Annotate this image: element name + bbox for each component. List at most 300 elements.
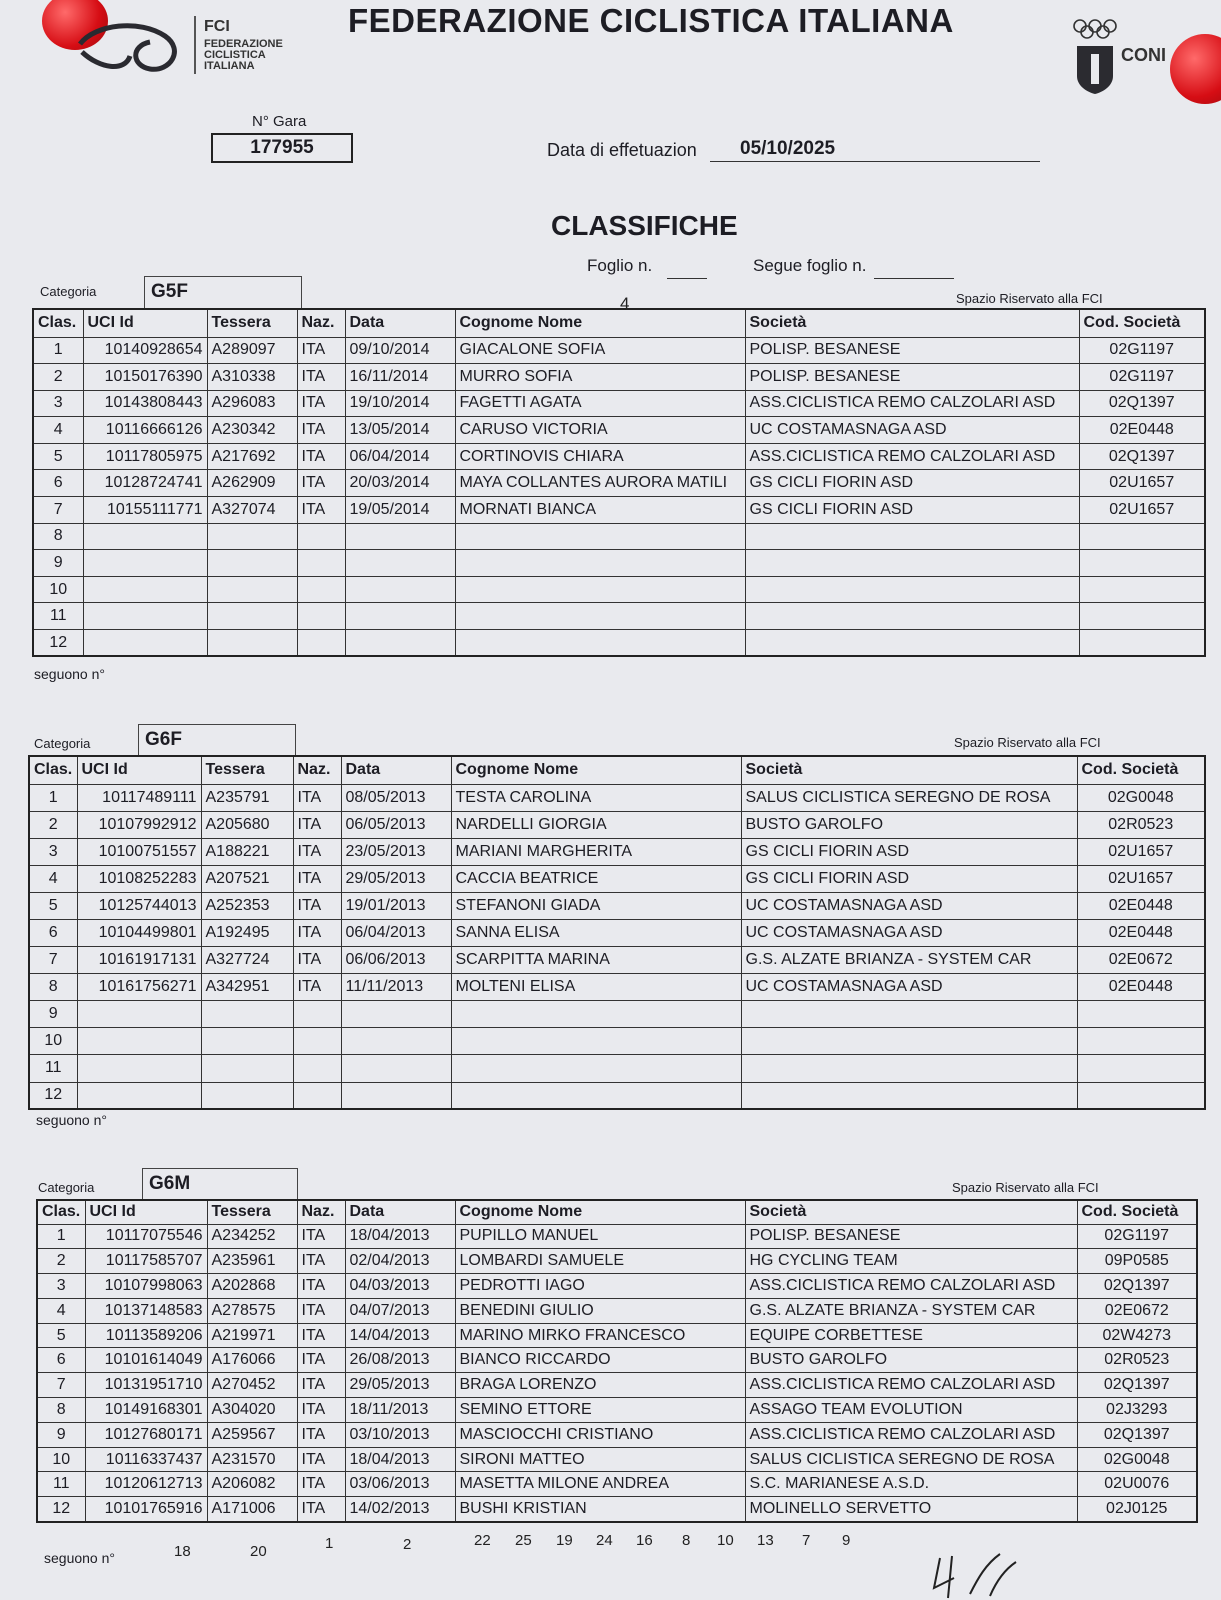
column-header: Tessera (207, 309, 297, 337)
cell-cod (1079, 603, 1205, 630)
column-header: UCI Id (85, 1200, 207, 1224)
cell-tessera: A235961 (207, 1249, 297, 1274)
cell-nome: STEFANONI GIADA (451, 892, 741, 919)
segue-label: Segue foglio n. (753, 256, 867, 275)
cell-nome: CACCIA BEATRICE (451, 865, 741, 892)
cell-uci (77, 1028, 201, 1055)
cell-societa: GS CICLI FIORIN ASD (741, 865, 1077, 892)
cell-tessera: A342951 (201, 974, 293, 1001)
cell-cod: 02U0076 (1077, 1472, 1197, 1497)
cell-data (341, 1001, 451, 1028)
gara-label: N° Gara (252, 113, 307, 130)
table-row (37, 1447, 1197, 1472)
cell-cod (1077, 1028, 1205, 1055)
column-header: Società (745, 1200, 1077, 1224)
cell-societa: UC COSTAMASNAGA ASD (741, 974, 1077, 1001)
cell-tessera: A176066 (207, 1348, 297, 1373)
cell-tessera (207, 550, 297, 577)
cell-naz (297, 550, 345, 577)
footer-num: 13 (757, 1532, 774, 1549)
cell-nome: SCARPITTA MARINA (451, 947, 741, 974)
column-header: Cognome Nome (451, 756, 741, 784)
cell-uci: 10131951710 (85, 1373, 207, 1398)
column-header: Cod. Società (1079, 309, 1205, 337)
table-row (33, 576, 1205, 603)
footer-num: 2 (403, 1536, 412, 1553)
cell-cod: 02E0672 (1077, 1298, 1197, 1323)
cell-nome: CORTINOVIS CHIARA (455, 443, 745, 470)
cell-clas: 6 (33, 470, 83, 497)
cell-clas: 1 (29, 784, 77, 811)
cell-tessera: A252353 (201, 892, 293, 919)
foglio-label: Foglio n. (587, 256, 653, 275)
cell-naz: ITA (293, 919, 341, 946)
cell-tessera: A296083 (207, 390, 297, 417)
cell-nome (455, 523, 745, 550)
cell-data: 06/05/2013 (341, 811, 451, 838)
cell-societa: G.S. ALZATE BRIANZA - SYSTEM CAR (745, 1298, 1077, 1323)
cell-cod: 02Q1397 (1077, 1422, 1197, 1447)
cell-data: 04/03/2013 (345, 1274, 455, 1299)
cell-uci (83, 630, 207, 657)
cell-tessera: A205680 (201, 811, 293, 838)
table-row (29, 947, 1205, 974)
cell-clas: 7 (29, 947, 77, 974)
cell-naz (297, 576, 345, 603)
cell-tessera: A262909 (207, 470, 297, 497)
cell-naz: ITA (297, 1422, 345, 1447)
cell-data: 04/07/2013 (345, 1298, 455, 1323)
cell-uci: 10125744013 (77, 892, 201, 919)
cell-cod: 02J3293 (1077, 1398, 1197, 1423)
cell-cod: 02U1657 (1079, 470, 1205, 497)
cell-clas: 3 (37, 1274, 85, 1299)
column-header: Naz. (293, 756, 341, 784)
table-row (37, 1348, 1197, 1373)
cell-tessera: A327724 (201, 947, 293, 974)
table-row (37, 1224, 1197, 1249)
cell-clas: 12 (33, 630, 83, 657)
cell-clas: 12 (37, 1497, 85, 1522)
cell-clas: 2 (33, 364, 83, 391)
table-row (33, 337, 1205, 364)
column-header: Data (345, 1200, 455, 1224)
cell-nome: MORNATI BIANCA (455, 497, 745, 524)
cell-cod: 02U1657 (1079, 497, 1205, 524)
cell-cod: 02U1657 (1077, 838, 1205, 865)
cell-cod: 02E0672 (1077, 947, 1205, 974)
footer-num: 1 (325, 1535, 334, 1552)
cell-clas: 11 (37, 1472, 85, 1497)
cell-nome: BUSHI KRISTIAN (455, 1497, 745, 1522)
cell-naz: ITA (293, 811, 341, 838)
cell-clas: 9 (29, 1001, 77, 1028)
cell-naz (293, 1055, 341, 1082)
column-header: Naz. (297, 1200, 345, 1224)
footer-num: 10 (717, 1532, 734, 1549)
cell-cod: 02R0523 (1077, 811, 1205, 838)
cell-clas: 12 (29, 1082, 77, 1109)
column-header: Cognome Nome (455, 1200, 745, 1224)
cell-data: 11/11/2013 (341, 974, 451, 1001)
cell-clas: 1 (33, 337, 83, 364)
document-title: FEDERAZIONE CICLISTICA ITALIANA (348, 2, 954, 39)
cell-clas: 3 (29, 838, 77, 865)
cell-uci: 10117585707 (85, 1249, 207, 1274)
cell-societa: POLISP. BESANESE (745, 1224, 1077, 1249)
cell-cod: 02E0448 (1079, 417, 1205, 444)
cell-clas: 6 (37, 1348, 85, 1373)
cell-cod (1079, 576, 1205, 603)
cell-clas: 9 (37, 1422, 85, 1447)
table-row (37, 1323, 1197, 1348)
cell-tessera: A217692 (207, 443, 297, 470)
cell-clas: 8 (37, 1398, 85, 1423)
cell-tessera: A235791 (201, 784, 293, 811)
cell-societa (741, 1028, 1077, 1055)
cell-data: 19/05/2014 (345, 497, 455, 524)
table-row (37, 1373, 1197, 1398)
cell-societa (745, 523, 1079, 550)
foglio-blank (667, 258, 707, 279)
cell-data (341, 1055, 451, 1082)
cell-societa: EQUIPE CORBETTESE (745, 1323, 1077, 1348)
column-header: Data (345, 309, 455, 337)
cell-tessera: A207521 (201, 865, 293, 892)
cell-nome (455, 550, 745, 577)
cell-nome: MOLTENI ELISA (451, 974, 741, 1001)
cell-clas: 11 (29, 1055, 77, 1082)
cell-nome: PEDROTTI IAGO (455, 1274, 745, 1299)
cell-nome: SIRONI MATTEO (455, 1447, 745, 1472)
cell-societa: UC COSTAMASNAGA ASD (741, 919, 1077, 946)
cell-societa: POLISP. BESANESE (745, 364, 1079, 391)
cell-naz: ITA (297, 1497, 345, 1522)
results-table-g6f (28, 755, 1206, 1110)
cell-clas: 5 (33, 443, 83, 470)
cell-societa (741, 1082, 1077, 1109)
cell-societa: ASSAGO TEAM EVOLUTION (745, 1398, 1077, 1423)
column-header: Clas. (37, 1200, 85, 1224)
cell-data: 02/04/2013 (345, 1249, 455, 1274)
table-row (37, 1472, 1197, 1497)
cell-societa: GS CICLI FIORIN ASD (745, 470, 1079, 497)
column-header: UCI Id (77, 756, 201, 784)
table-row (29, 1028, 1205, 1055)
coni-label: CONI (1121, 45, 1166, 65)
cell-cod: 02E0448 (1077, 919, 1205, 946)
table-row (33, 603, 1205, 630)
cell-tessera: A188221 (201, 838, 293, 865)
olympic-rings-icon (1072, 18, 1118, 40)
categoria-label-3: Categoria (38, 1180, 95, 1195)
footer-num: 24 (596, 1532, 613, 1549)
cell-nome (451, 1082, 741, 1109)
table-row (33, 523, 1205, 550)
column-header: Data (341, 756, 451, 784)
table-row (33, 550, 1205, 577)
cell-data (345, 550, 455, 577)
column-header: UCI Id (83, 309, 207, 337)
cell-societa: POLISP. BESANESE (745, 337, 1079, 364)
cell-clas: 10 (33, 576, 83, 603)
cell-clas: 7 (37, 1373, 85, 1398)
cell-clas: 1 (37, 1224, 85, 1249)
categoria-label-1: Categoria (40, 284, 97, 299)
cell-data: 18/11/2013 (345, 1398, 455, 1423)
categoria-value-1: G5F (144, 276, 302, 308)
cell-cod: 02G0048 (1077, 1447, 1197, 1472)
cell-cod (1079, 523, 1205, 550)
seguono-label-2: seguono n° (36, 1112, 107, 1128)
cell-cod: 02E0448 (1077, 974, 1205, 1001)
cell-uci: 10150176390 (83, 364, 207, 391)
cell-societa: SALUS CICLISTICA SEREGNO DE ROSA (741, 784, 1077, 811)
cell-uci: 10101614049 (85, 1348, 207, 1373)
date-label: Data di effetuazion (547, 140, 697, 160)
reserved-label-3: Spazio Riservato alla FCI (952, 1180, 1099, 1195)
cell-nome (451, 1055, 741, 1082)
cell-uci (77, 1055, 201, 1082)
cell-data: 03/06/2013 (345, 1472, 455, 1497)
footer-num: 7 (802, 1532, 811, 1549)
table-row (29, 892, 1205, 919)
cell-data: 20/03/2014 (345, 470, 455, 497)
cell-naz: ITA (297, 1373, 345, 1398)
column-header: Società (741, 756, 1077, 784)
signature-icon (930, 1548, 1070, 1600)
cell-clas: 7 (33, 497, 83, 524)
table-row (29, 784, 1205, 811)
cell-uci: 10101765916 (85, 1497, 207, 1522)
cell-cod: 02G1197 (1077, 1224, 1197, 1249)
cell-cod (1077, 1001, 1205, 1028)
cell-clas: 4 (29, 865, 77, 892)
cell-cod: 02J0125 (1077, 1497, 1197, 1522)
cell-cod: 09P0585 (1077, 1249, 1197, 1274)
cell-clas: 9 (33, 550, 83, 577)
cell-data (341, 1028, 451, 1055)
cell-tessera (207, 603, 297, 630)
cell-naz: ITA (297, 1398, 345, 1423)
fci-abbr: FCI (204, 18, 230, 35)
cell-societa: GS CICLI FIORIN ASD (745, 497, 1079, 524)
table-row (37, 1298, 1197, 1323)
cell-naz: ITA (297, 390, 345, 417)
cell-cod: 02U1657 (1077, 865, 1205, 892)
cell-naz: ITA (297, 470, 345, 497)
cell-data (345, 630, 455, 657)
cell-uci: 10143808443 (83, 390, 207, 417)
cell-data (341, 1082, 451, 1109)
cell-societa (745, 630, 1079, 657)
cell-uci: 10120612713 (85, 1472, 207, 1497)
footer-num: 19 (556, 1532, 573, 1549)
results-table-g6m (36, 1199, 1198, 1523)
cell-naz: ITA (293, 838, 341, 865)
cell-cod: 02Q1397 (1079, 443, 1205, 470)
cell-naz: ITA (297, 1447, 345, 1472)
cell-data (345, 523, 455, 550)
cell-naz: ITA (297, 1274, 345, 1299)
table-row (33, 417, 1205, 444)
cell-uci: 10108252283 (77, 865, 201, 892)
seguono-label-3: seguono n° (44, 1550, 115, 1566)
cell-uci: 10128724741 (83, 470, 207, 497)
cell-tessera (201, 1055, 293, 1082)
cell-naz: ITA (297, 337, 345, 364)
cell-naz (293, 1028, 341, 1055)
cell-societa: MOLINELLO SERVETTO (745, 1497, 1077, 1522)
cell-tessera (207, 630, 297, 657)
cell-cod: 02R0523 (1077, 1348, 1197, 1373)
cell-societa: UC COSTAMASNAGA ASD (745, 417, 1079, 444)
cell-naz: ITA (297, 1298, 345, 1323)
cell-naz: ITA (297, 497, 345, 524)
cell-uci: 10113589206 (85, 1323, 207, 1348)
column-header: Naz. (297, 309, 345, 337)
table-row (37, 1398, 1197, 1423)
logo-divider (194, 16, 196, 74)
cell-cod: 02G0048 (1077, 784, 1205, 811)
cell-naz: ITA (297, 1323, 345, 1348)
cell-uci: 10161917131 (77, 947, 201, 974)
fci-sub-1: FEDERAZIONE (204, 38, 283, 50)
cell-naz: ITA (293, 784, 341, 811)
cell-uci (83, 576, 207, 603)
cell-naz: ITA (293, 892, 341, 919)
cell-nome: CARUSO VICTORIA (455, 417, 745, 444)
cell-clas: 4 (37, 1298, 85, 1323)
table-row (37, 1249, 1197, 1274)
cell-tessera (201, 1028, 293, 1055)
cell-cod: 02W4273 (1077, 1323, 1197, 1348)
cell-cod: 02G1197 (1079, 337, 1205, 364)
cell-cod: 02Q1397 (1077, 1274, 1197, 1299)
cell-tessera (207, 576, 297, 603)
cell-nome: GIACALONE SOFIA (455, 337, 745, 364)
cell-tessera: A192495 (201, 919, 293, 946)
column-header: Cognome Nome (455, 309, 745, 337)
cell-data: 26/08/2013 (345, 1348, 455, 1373)
cell-societa: G.S. ALZATE BRIANZA - SYSTEM CAR (741, 947, 1077, 974)
cell-cod: 02G1197 (1079, 364, 1205, 391)
cell-societa: ASS.CICLISTICA REMO CALZOLARI ASD (745, 1422, 1077, 1447)
gara-number: 177955 (211, 133, 353, 163)
cell-nome: NARDELLI GIORGIA (451, 811, 741, 838)
cell-clas: 2 (29, 811, 77, 838)
cell-clas: 3 (33, 390, 83, 417)
cell-uci (83, 603, 207, 630)
cell-tessera: A206082 (207, 1472, 297, 1497)
cell-tessera: A171006 (207, 1497, 297, 1522)
cell-uci: 10116666126 (83, 417, 207, 444)
cell-naz: ITA (293, 865, 341, 892)
cell-tessera (201, 1082, 293, 1109)
cell-societa: GS CICLI FIORIN ASD (741, 838, 1077, 865)
cell-data: 19/10/2014 (345, 390, 455, 417)
table-row (33, 630, 1205, 657)
cell-tessera (207, 523, 297, 550)
table-row (29, 974, 1205, 1001)
cell-data: 18/04/2013 (345, 1447, 455, 1472)
fci-sub-2: CICLISTICA (204, 49, 266, 61)
cell-naz: ITA (297, 1348, 345, 1373)
cell-uci: 10107992912 (77, 811, 201, 838)
foglio-handwritten: 4 (620, 294, 630, 313)
cell-nome (455, 603, 745, 630)
cell-nome (455, 576, 745, 603)
column-header: Cod. Società (1077, 756, 1205, 784)
cell-data: 09/10/2014 (345, 337, 455, 364)
cell-uci: 10149168301 (85, 1398, 207, 1423)
table-row (33, 497, 1205, 524)
cell-data: 16/11/2014 (345, 364, 455, 391)
cell-naz: ITA (293, 974, 341, 1001)
cell-tessera: A270452 (207, 1373, 297, 1398)
cell-naz (293, 1001, 341, 1028)
cell-clas: 11 (33, 603, 83, 630)
column-header: Tessera (201, 756, 293, 784)
cell-data: 06/04/2013 (341, 919, 451, 946)
cell-naz: ITA (297, 364, 345, 391)
cell-uci: 10155111771 (83, 497, 207, 524)
cell-nome: TESTA CAROLINA (451, 784, 741, 811)
cell-cod (1077, 1082, 1205, 1109)
cell-societa: BUSTO GAROLFO (745, 1348, 1077, 1373)
cell-societa: S.C. MARIANESE A.S.D. (745, 1472, 1077, 1497)
cell-societa (745, 550, 1079, 577)
column-header: Clas. (29, 756, 77, 784)
cell-uci (83, 550, 207, 577)
cell-nome: MURRO SOFIA (455, 364, 745, 391)
cell-tessera: A259567 (207, 1422, 297, 1447)
cell-societa: SALUS CICLISTICA SEREGNO DE ROSA (745, 1447, 1077, 1472)
cell-clas: 6 (29, 919, 77, 946)
cell-nome: MASCIOCCHI CRISTIANO (455, 1422, 745, 1447)
cell-uci: 10117805975 (83, 443, 207, 470)
cell-data: 19/01/2013 (341, 892, 451, 919)
column-header: Cod. Società (1077, 1200, 1197, 1224)
cell-cod: 02E0448 (1077, 892, 1205, 919)
cell-uci: 10104499801 (77, 919, 201, 946)
table-row (37, 1422, 1197, 1447)
cell-nome: MARIANI MARGHERITA (451, 838, 741, 865)
cell-data: 06/04/2014 (345, 443, 455, 470)
column-header: Società (745, 309, 1079, 337)
seguono-label-1: seguono n° (34, 666, 105, 682)
segue-blank (874, 258, 954, 279)
cell-tessera: A304020 (207, 1398, 297, 1423)
cell-societa: UC COSTAMASNAGA ASD (741, 892, 1077, 919)
cell-nome (451, 1001, 741, 1028)
column-header: Clas. (33, 309, 83, 337)
table-row (29, 838, 1205, 865)
cell-clas: 2 (37, 1249, 85, 1274)
cell-naz: ITA (297, 1224, 345, 1249)
table-row (33, 364, 1205, 391)
cell-cod (1077, 1055, 1205, 1082)
results-table-g5f (32, 308, 1206, 657)
cell-data: 08/05/2013 (341, 784, 451, 811)
cell-societa (745, 603, 1079, 630)
cell-tessera: A310338 (207, 364, 297, 391)
cell-naz (297, 603, 345, 630)
cell-data: 14/04/2013 (345, 1323, 455, 1348)
cell-cod: 02Q1397 (1077, 1373, 1197, 1398)
cell-clas: 4 (33, 417, 83, 444)
table-row (33, 443, 1205, 470)
